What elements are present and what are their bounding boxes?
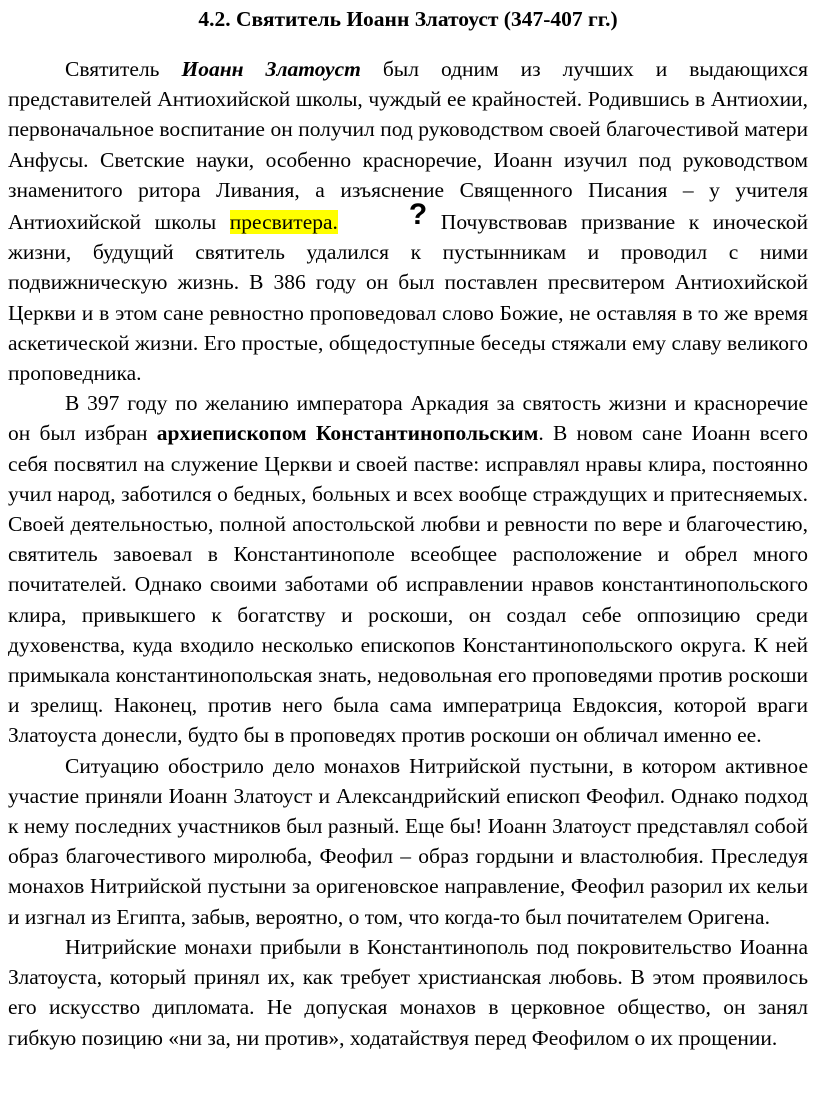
paragraph-2 [8,388,808,750]
paragraph-2-text-b: . В новом сане Иоанн всего себя посвятил на служение Церкви и своей пастве: исправлял нравы клира, постоянно учил народ, заботился о бедных, больных и всех вообще страждущих и притесняемых. Своей деятельностью, полной апостольской любви и ревности по вере и благочестию, святитель завоевал в Константинополе всеобщее расположение и обрел много почитателей. Однако своими заботами об исправлении нравов константинопольского клира, привыкшего к богатству и роскоши, он создал себе оппозицию среди духовенства, куда входило несколько епископов Константинопольского округа. К ней примыкала константинопольская знать, недовольная его проповедями против роскоши и зрелищ. Наконец, против него была сама императрица Евдоксия, которой враги Златоуста донесли, будто бы в проповедях против роскоши он обличал именно ее. [8,421,808,748]
paragraph-4: Нитрийские монахи прибыли в Константинополь под покровительство Иоанна Златоуста, который принял их, как требует христианская любовь. В этом проявилось его искусство дипломата. Не допуская монахов в церковное общество, он занял гибкую позицию «ни за, ни против», ходатайствуя перед Феофилом о их прощении. [8,934,808,1050]
highlighted-word: пресвитера. [229,210,338,235]
bold-title: архиепископом Константинопольским [156,421,539,446]
paragraph-1-text-b: Почувствовав призвание к иноческой жизни, будущий святитель удалился к пустынникам и проводил с ними подвижническую жизнь. В 386 году он был поставлен пресвитером Антиохийской Церкви и в этом сане ревностно проповедовал слово Божие, не оставляя в то же время аскетической жизни. Его простые, общедоступные беседы стяжали ему славу великого проповедника. [8,210,808,386]
paragraph-3: Ситуацию обострило дело монахов Нитрийской пустыни, в котором активное участие приняли Иоанн Златоуст и Александрийский епископ Феофил. Однако подход к нему последних участников был разный. Еще бы! Иоанн Златоуст представлял собой образ благочестивого миролюба, Феофил – образ гордыни и властолюбия. Преследуя монахов Нитрийской пустыни за оригеновское направление, Феофил разорил их кельи и изгнал из Египта, забыв, вероятно, о том, что когда-то был почитателем Оригена. [8,753,808,929]
name-emphasis: Иоанн Златоуст [181,57,361,81]
paragraph-2-text-a: В 397 году по желанию императора Аркадия за святость жизни и красноречие он был избран [8,391,808,446]
section-title: 4.2. Святитель Иоанн Златоуст (347-407 гг.) [198,7,618,31]
paragraph-1-text-a: был одним из лучших и выдающихся представителей Антиохийской школы, чуждый ее крайностей. Родившись в Антиохии, первоначальное воспитание он получил под руководством своей благочестивой матери Анфусы. Светские науки, особенно красноречие, Иоанн изучил под руководством знаменитого ритора Ливания, а изъяснение Священного Писания – у учителя Антиохийской школы [8,57,808,235]
paragraph-1-lead: Святитель [65,57,182,81]
paragraph-1 [8,54,808,388]
question-mark-annotation: ? [408,198,428,232]
